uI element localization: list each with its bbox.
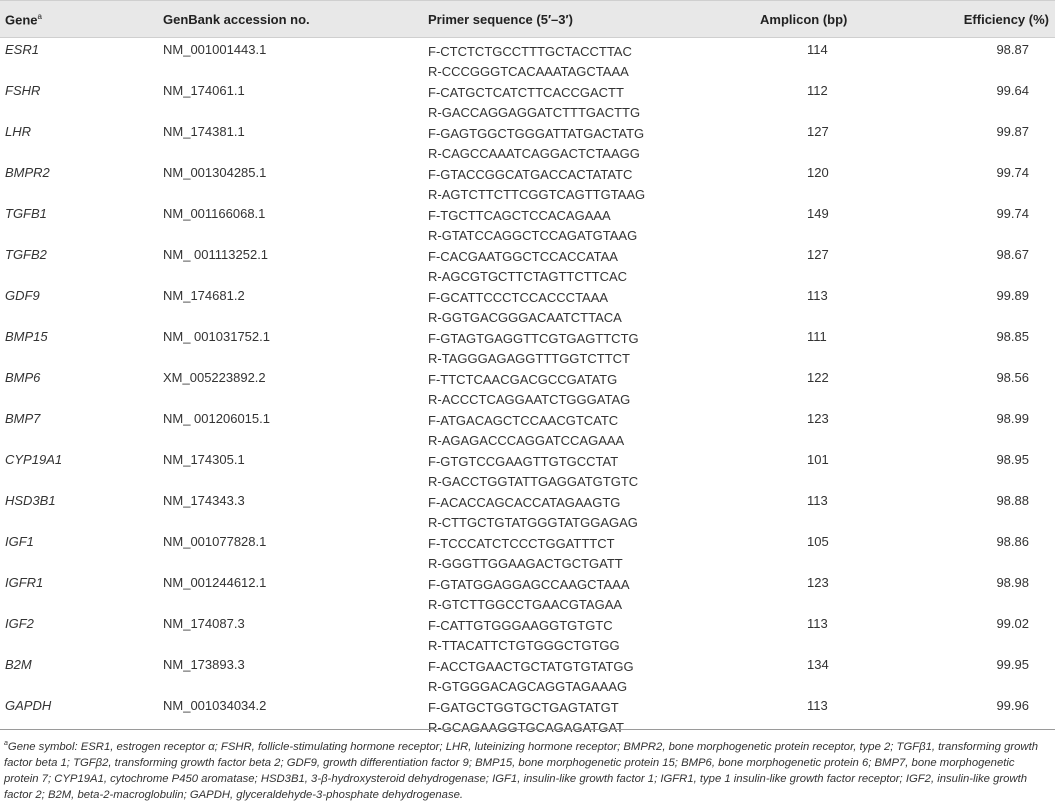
- cell-accession: NM_001077828.1: [163, 534, 267, 549]
- primer-forward: F-GTGTCCGAAGTTGTGCCTAT: [428, 454, 619, 469]
- cell-amplicon: 101: [807, 452, 829, 467]
- cell-efficiency: 99.74: [996, 206, 1029, 221]
- table-row: [0, 407, 1055, 448]
- primer-forward: F-ACACCAGCACCATAGAAGTG: [428, 495, 621, 510]
- primer-forward: F-GTAGTGAGGTTCGTGAGTTCTG: [428, 331, 639, 346]
- table-row: [0, 243, 1055, 284]
- cell-efficiency: 98.86: [996, 534, 1029, 549]
- table-row: [0, 489, 1055, 530]
- cell-accession: NM_173893.3: [163, 657, 245, 672]
- cell-amplicon: 114: [807, 42, 828, 57]
- cell-gene: CYP19A1: [5, 452, 63, 467]
- cell-amplicon: 105: [807, 534, 829, 549]
- table-row: [0, 571, 1055, 612]
- primer-forward: F-CATGCTCATCTTCACCGACTT: [428, 85, 624, 100]
- cell-accession: NM_001244612.1: [163, 575, 267, 590]
- cell-primer: [428, 698, 624, 738]
- table-row: [0, 325, 1055, 366]
- table-row: [0, 120, 1055, 161]
- primer-forward: F-ACCTGAACTGCTATGTGTATGG: [428, 659, 634, 674]
- primer-reverse: R-AGAGACCCAGGATCCAGAAA: [428, 433, 625, 448]
- table-row: [0, 161, 1055, 202]
- cell-primer: [428, 657, 634, 697]
- cell-amplicon: 149: [807, 206, 829, 221]
- primer-reverse: R-AGCGTGCTTCTAGTTCTTCAC: [428, 269, 628, 284]
- primer-forward: F-CACGAATGGCTCCACCATAA: [428, 249, 618, 264]
- primer-reverse: R-GACCTGGTATTGAGGATGTGTC: [428, 474, 639, 489]
- table-footnote: $^a$Gene symbol: ESR1, estrogen receptor α; FSHR, follicle-stimulating hormone receptor; LHR, luteinizing hormone receptor; BMPR2, bone morphogenetic protein receptor, type 2; TGFβ1, transforming growth factor beta 1; TGFβ2, transforming growth factor beta 2; GDF9, growth differentiation factor 9; BMP15, bone morphogenetic protein 15; BMP6, bone morphogenetic protein 6; BMP7, bone morphogenetic protein 7; CYP19A1, cytochrome P450 aromatase; HSD3B1, 3-β-hydroxysteroid dehydrogenase; IGF1, insulin-like growth factor 1; IGFR1, type 1 insulin-like growth factor receptor; IGF2, insulin-like growth factor 2; B2M, beta-2-macroglobulin; GAPDH, glyceraldehyde-3-phosphate dehydrogenase.: [4, 740, 1038, 801]
- table-body: [0, 38, 1055, 735]
- cell-primer: [428, 247, 627, 287]
- cell-amplicon: 122: [807, 370, 829, 385]
- cell-amplicon: 111: [807, 329, 827, 344]
- table-row: [0, 79, 1055, 120]
- cell-amplicon: 113: [807, 288, 828, 303]
- primer-reverse: R-GGTGACGGGACAATCTTACA: [428, 310, 622, 325]
- primer-reverse: R-AGTCTTCTTCGGTCAGTTGTAAG: [428, 187, 646, 202]
- cell-primer: [428, 124, 644, 164]
- cell-primer: [428, 616, 620, 656]
- cell-accession: NM_001001443.1: [163, 42, 267, 57]
- primer-forward: F-GTATGGAGGAGCCAAGCTAAA: [428, 577, 630, 592]
- header-amplicon: Amplicon (bp): [760, 12, 848, 27]
- cell-primer: [428, 288, 622, 328]
- cell-accession: NM_001304285.1: [163, 165, 267, 180]
- cell-gene: GDF9: [5, 288, 40, 303]
- cell-primer: [428, 42, 632, 82]
- cell-efficiency: 99.64: [996, 83, 1029, 98]
- cell-gene: B2M: [5, 657, 32, 672]
- primer-forward: F-TGCTTCAGCTCCACAGAAA: [428, 208, 611, 223]
- cell-efficiency: 99.87: [996, 124, 1029, 139]
- cell-accession: NM_ 001206015.1: [163, 411, 270, 426]
- primer-forward: F-GAGTGGCTGGGATTATGACTATG: [428, 126, 645, 141]
- primer-reverse: R-GTGGGACAGCAGGTAGAAAG: [428, 679, 628, 694]
- cell-amplicon: 134: [807, 657, 829, 672]
- cell-amplicon: 113: [807, 493, 828, 508]
- table-row: [0, 653, 1055, 694]
- cell-amplicon: 113: [807, 698, 828, 713]
- cell-efficiency: 98.87: [996, 42, 1029, 57]
- cell-primer: [428, 575, 630, 615]
- cell-efficiency: 99.89: [996, 288, 1029, 303]
- cell-accession: NM_174381.1: [163, 124, 245, 139]
- cell-accession: NM_ 001031752.1: [163, 329, 270, 344]
- cell-primer: [428, 493, 638, 533]
- cell-primer: [428, 165, 645, 205]
- table-row: [0, 366, 1055, 407]
- table-bottom-rule: [0, 729, 1055, 730]
- cell-gene: IGF2: [5, 616, 34, 631]
- primer-forward: F-ATGACAGCTCCAACGTCATC: [428, 413, 619, 428]
- cell-amplicon: 112: [807, 83, 828, 98]
- cell-primer: [428, 411, 624, 451]
- cell-amplicon: 123: [807, 411, 829, 426]
- table-row: [0, 284, 1055, 325]
- cell-gene: BMP7: [5, 411, 41, 426]
- cell-gene: TGFB2: [5, 247, 47, 262]
- table-row: [0, 530, 1055, 571]
- cell-accession: NM_174305.1: [163, 452, 245, 467]
- primer-forward: F-CATTGTGGGAAGGTGTGTC: [428, 618, 613, 633]
- cell-accession: NM_ 001113252.1: [163, 247, 269, 262]
- table-row: [0, 202, 1055, 243]
- cell-primer: [428, 206, 637, 246]
- header-gene: Gene$^a$: [5, 12, 42, 28]
- cell-accession: NM_174681.2: [163, 288, 245, 303]
- primer-reverse: R-CCCGGGTCACAAATAGCTAAA: [428, 64, 629, 79]
- cell-amplicon: 113: [807, 616, 828, 631]
- table-header: [0, 0, 1055, 38]
- primer-reverse: R-GGGTTGGAAGACTGCTGATT: [428, 556, 623, 571]
- cell-gene: BMPR2: [5, 165, 50, 180]
- primer-forward: F-GTACCGGCATGACCACTATATC: [428, 167, 633, 182]
- cell-efficiency: 98.67: [996, 247, 1029, 262]
- cell-accession: NM_174061.1: [163, 83, 245, 98]
- cell-efficiency: 98.85: [996, 329, 1029, 344]
- primer-forward: F-GCATTCCCTCCACCCTAAA: [428, 290, 609, 305]
- primer-forward: F-TCCCATCTCCCTGGATTTCT: [428, 536, 615, 551]
- cell-gene: BMP6: [5, 370, 41, 385]
- primer-reverse: R-ACCCTCAGGAATCTGGGATAG: [428, 392, 631, 407]
- cell-primer: [428, 83, 640, 123]
- cell-gene: ESR1: [5, 42, 39, 57]
- cell-amplicon: 123: [807, 575, 829, 590]
- primer-forward: F-TTCTCAACGACGCCGATATG: [428, 372, 618, 387]
- cell-primer: [428, 534, 623, 574]
- cell-accession: NM_174343.3: [163, 493, 245, 508]
- header-primer: Primer sequence (5′–3′): [428, 12, 573, 27]
- cell-gene: TGFB1: [5, 206, 47, 221]
- cell-primer: [428, 452, 638, 492]
- cell-efficiency: 99.02: [996, 616, 1029, 631]
- cell-efficiency: 98.95: [996, 452, 1029, 467]
- cell-efficiency: 99.95: [996, 657, 1029, 672]
- primer-reverse: R-GTCTTGGCCTGAACGTAGAA: [428, 597, 623, 612]
- cell-efficiency: 98.56: [996, 370, 1029, 385]
- cell-efficiency: 99.74: [996, 165, 1029, 180]
- cell-accession: XM_005223892.2: [163, 370, 266, 385]
- table-row: [0, 612, 1055, 653]
- primer-reverse: R-GACCAGGAGGATCTTTGACTTG: [428, 105, 641, 120]
- cell-primer: [428, 370, 630, 410]
- cell-gene: LHR: [5, 124, 32, 139]
- table-row: [0, 448, 1055, 489]
- cell-efficiency: 98.88: [996, 493, 1029, 508]
- primer-reverse: R-CTTGCTGTATGGGTATGGAGAG: [428, 515, 638, 530]
- cell-gene: GAPDH: [5, 698, 52, 713]
- primer-reverse: R-TTACATTCTGTGGGCTGTGG: [428, 638, 620, 653]
- cell-amplicon: 127: [807, 124, 829, 139]
- primer-reverse: R-GCAGAAGGTGCAGAGATGAT: [428, 720, 624, 735]
- cell-gene: IGFR1: [5, 575, 44, 590]
- header-accession: GenBank accession no.: [163, 12, 310, 27]
- cell-amplicon: 120: [807, 165, 829, 180]
- cell-accession: NM_001166068.1: [163, 206, 266, 221]
- primer-reverse: R-CAGCCAAATCAGGACTCTAAGG: [428, 146, 640, 161]
- primer-forward: F-GATGCTGGTGCTGAGTATGT: [428, 700, 619, 715]
- header-efficiency: Efficiency (%): [963, 12, 1049, 27]
- cell-accession: NM_174087.3: [163, 616, 245, 631]
- cell-accession: NM_001034034.2: [163, 698, 267, 713]
- table-row: [0, 38, 1055, 79]
- cell-primer: [428, 329, 639, 369]
- cell-gene: HSD3B1: [5, 493, 56, 508]
- cell-efficiency: 99.96: [996, 698, 1029, 713]
- cell-gene: BMP15: [5, 329, 48, 344]
- primer-reverse: R-GTATCCAGGCTCCAGATGTAAG: [428, 228, 638, 243]
- cell-efficiency: 98.98: [996, 575, 1029, 590]
- cell-efficiency: 98.99: [996, 411, 1029, 426]
- cell-gene: IGF1: [5, 534, 34, 549]
- primer-forward: F-CTCTCTGCCTTTGCTACCTTAC: [428, 44, 632, 59]
- cell-amplicon: 127: [807, 247, 829, 262]
- primer-reverse: R-TAGGGAGAGGTTTGGTCTTCT: [428, 351, 630, 366]
- cell-gene: FSHR: [5, 83, 41, 98]
